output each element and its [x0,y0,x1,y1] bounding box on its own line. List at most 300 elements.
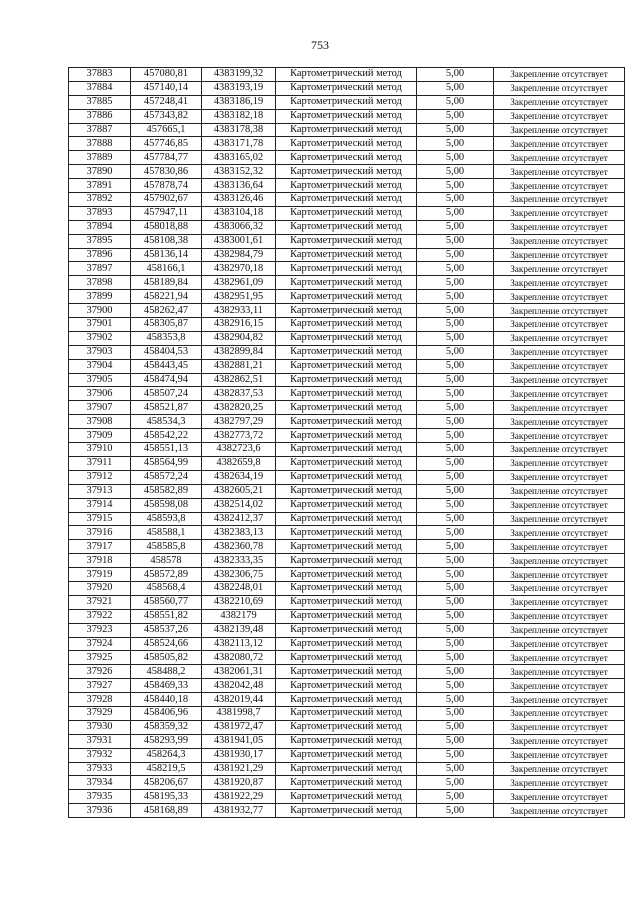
coordinates-table-body [69,68,625,818]
method-cell: Картометрический метод [276,484,417,498]
method-cell: Картометрический метод [276,595,417,609]
fixation-cell: Закрепление отсутствует [494,581,625,595]
point-number-cell: 37907 [69,401,131,415]
accuracy-cell: 5,00 [417,484,494,498]
point-number-cell: 37896 [69,248,131,262]
fixation-cell: Закрепление отсутствует [494,387,625,401]
fixation-cell: Закрепление отсутствует [494,206,625,220]
point-number-cell: 37922 [69,609,131,623]
point-number-cell: 37932 [69,748,131,762]
fixation-cell: Закрепление отсутствует [494,540,625,554]
fixation-cell: Закрепление отсутствует [494,623,625,637]
y-coordinate-cell: 4383199,32 [202,68,276,82]
fixation-cell: Закрепление отсутствует [494,804,625,818]
fixation-cell: Закрепление отсутствует [494,276,625,290]
point-number-cell: 37909 [69,429,131,443]
method-cell: Картометрический метод [276,262,417,276]
table-row [69,804,625,818]
fixation-cell: Закрепление отсутствует [494,790,625,804]
table-row [69,290,625,304]
method-cell: Картометрический метод [276,665,417,679]
accuracy-cell: 5,00 [417,456,494,470]
fixation-cell: Закрепление отсутствует [494,248,625,262]
accuracy-cell: 5,00 [417,318,494,332]
point-number-cell: 37906 [69,387,131,401]
accuracy-cell: 5,00 [417,470,494,484]
point-number-cell: 37927 [69,679,131,693]
accuracy-cell: 5,00 [417,804,494,818]
method-cell: Картометрический метод [276,651,417,665]
method-cell: Картометрический метод [276,276,417,290]
y-coordinate-cell: 4382514,02 [202,498,276,512]
table-row [69,679,625,693]
x-coordinate-cell: 458293,99 [131,734,202,748]
fixation-cell: Закрепление отсутствует [494,456,625,470]
y-coordinate-cell: 4382179 [202,609,276,623]
y-coordinate-cell: 4382210,69 [202,595,276,609]
fixation-cell: Закрепление отсутствует [494,595,625,609]
accuracy-cell: 5,00 [417,554,494,568]
accuracy-cell: 5,00 [417,109,494,123]
method-cell: Картометрический метод [276,706,417,720]
method-cell: Картометрический метод [276,443,417,457]
fixation-cell: Закрепление отсутствует [494,679,625,693]
x-coordinate-cell: 458219,5 [131,762,202,776]
y-coordinate-cell: 4383126,46 [202,193,276,207]
x-coordinate-cell: 458189,84 [131,276,202,290]
x-coordinate-cell: 458582,89 [131,484,202,498]
x-coordinate-cell: 458221,94 [131,290,202,304]
point-number-cell: 37933 [69,762,131,776]
accuracy-cell: 5,00 [417,790,494,804]
x-coordinate-cell: 458406,96 [131,706,202,720]
x-coordinate-cell: 457746,85 [131,137,202,151]
x-coordinate-cell: 458359,32 [131,720,202,734]
point-number-cell: 37925 [69,651,131,665]
fixation-cell: Закрепление отсутствует [494,151,625,165]
x-coordinate-cell: 457248,41 [131,95,202,109]
point-number-cell: 37916 [69,526,131,540]
x-coordinate-cell: 457665,1 [131,123,202,137]
accuracy-cell: 5,00 [417,165,494,179]
fixation-cell: Закрепление отсутствует [494,304,625,318]
y-coordinate-cell: 4382061,31 [202,665,276,679]
method-cell: Картометрический метод [276,345,417,359]
accuracy-cell: 5,00 [417,762,494,776]
method-cell: Картометрический метод [276,776,417,790]
accuracy-cell: 5,00 [417,304,494,318]
fixation-cell: Закрепление отсутствует [494,318,625,332]
x-coordinate-cell: 458018,88 [131,220,202,234]
point-number-cell: 37934 [69,776,131,790]
method-cell: Картометрический метод [276,456,417,470]
method-cell: Картометрический метод [276,109,417,123]
table-row [69,512,625,526]
accuracy-cell: 5,00 [417,81,494,95]
x-coordinate-cell: 458262,47 [131,304,202,318]
point-number-cell: 37924 [69,637,131,651]
y-coordinate-cell: 4382019,44 [202,693,276,707]
point-number-cell: 37931 [69,734,131,748]
fixation-cell: Закрепление отсутствует [494,373,625,387]
x-coordinate-cell: 458505,82 [131,651,202,665]
y-coordinate-cell: 4383178,38 [202,123,276,137]
y-coordinate-cell: 4382412,37 [202,512,276,526]
method-cell: Картометрический метод [276,470,417,484]
table-row [69,568,625,582]
point-number-cell: 37893 [69,206,131,220]
y-coordinate-cell: 4383193,19 [202,81,276,95]
point-number-cell: 37901 [69,318,131,332]
method-cell: Картометрический метод [276,179,417,193]
method-cell: Картометрический метод [276,137,417,151]
fixation-cell: Закрепление отсутствует [494,568,625,582]
point-number-cell: 37908 [69,415,131,429]
fixation-cell: Закрепление отсутствует [494,748,625,762]
y-coordinate-cell: 4382904,82 [202,331,276,345]
y-coordinate-cell: 4382820,25 [202,401,276,415]
y-coordinate-cell: 4382961,09 [202,276,276,290]
accuracy-cell: 5,00 [417,665,494,679]
table-row [69,706,625,720]
fixation-cell: Закрепление отсутствует [494,193,625,207]
method-cell: Картометрический метод [276,679,417,693]
table-row [69,554,625,568]
x-coordinate-cell: 457878,74 [131,179,202,193]
method-cell: Картометрический метод [276,498,417,512]
method-cell: Картометрический метод [276,401,417,415]
fixation-cell: Закрепление отсутствует [494,331,625,345]
table-row [69,734,625,748]
y-coordinate-cell: 4381998,7 [202,706,276,720]
fixation-cell: Закрепление отсутствует [494,359,625,373]
y-coordinate-cell: 4381922,29 [202,790,276,804]
point-number-cell: 37915 [69,512,131,526]
table-row [69,151,625,165]
y-coordinate-cell: 4382383,13 [202,526,276,540]
x-coordinate-cell: 457784,77 [131,151,202,165]
accuracy-cell: 5,00 [417,137,494,151]
x-coordinate-cell: 458404,53 [131,345,202,359]
accuracy-cell: 5,00 [417,776,494,790]
accuracy-cell: 5,00 [417,234,494,248]
method-cell: Картометрический метод [276,720,417,734]
y-coordinate-cell: 4383152,32 [202,165,276,179]
accuracy-cell: 5,00 [417,443,494,457]
x-coordinate-cell: 458542,22 [131,429,202,443]
x-coordinate-cell: 457830,86 [131,165,202,179]
point-number-cell: 37926 [69,665,131,679]
accuracy-cell: 5,00 [417,331,494,345]
page-number: 753 [311,38,329,52]
accuracy-cell: 5,00 [417,345,494,359]
x-coordinate-cell: 457080,81 [131,68,202,82]
x-coordinate-cell: 457902,67 [131,193,202,207]
x-coordinate-cell: 458507,24 [131,387,202,401]
accuracy-cell: 5,00 [417,623,494,637]
accuracy-cell: 5,00 [417,359,494,373]
method-cell: Картометрический метод [276,81,417,95]
accuracy-cell: 5,00 [417,415,494,429]
table-row [69,248,625,262]
accuracy-cell: 5,00 [417,637,494,651]
accuracy-cell: 5,00 [417,581,494,595]
x-coordinate-cell: 458474,94 [131,373,202,387]
point-number-cell: 37911 [69,456,131,470]
fixation-cell: Закрепление отсутствует [494,234,625,248]
y-coordinate-cell: 4383001,61 [202,234,276,248]
table-row [69,623,625,637]
x-coordinate-cell: 458572,24 [131,470,202,484]
table-row [69,179,625,193]
x-coordinate-cell: 458353,8 [131,331,202,345]
point-number-cell: 37936 [69,804,131,818]
y-coordinate-cell: 4382333,35 [202,554,276,568]
fixation-cell: Закрепление отсутствует [494,526,625,540]
y-coordinate-cell: 4382659,8 [202,456,276,470]
point-number-cell: 37913 [69,484,131,498]
y-coordinate-cell: 4382933,11 [202,304,276,318]
fixation-cell: Закрепление отсутствует [494,68,625,82]
point-number-cell: 37917 [69,540,131,554]
table-row [69,456,625,470]
y-coordinate-cell: 4382306,75 [202,568,276,582]
x-coordinate-cell: 458593,8 [131,512,202,526]
point-number-cell: 37930 [69,720,131,734]
method-cell: Картометрический метод [276,429,417,443]
table-row [69,276,625,290]
point-number-cell: 37886 [69,109,131,123]
accuracy-cell: 5,00 [417,262,494,276]
table-row [69,526,625,540]
point-number-cell: 37891 [69,179,131,193]
y-coordinate-cell: 4381941,05 [202,734,276,748]
method-cell: Картометрический метод [276,318,417,332]
fixation-cell: Закрепление отсутствует [494,693,625,707]
accuracy-cell: 5,00 [417,526,494,540]
table-row [69,762,625,776]
method-cell: Картометрический метод [276,637,417,651]
method-cell: Картометрический метод [276,568,417,582]
accuracy-cell: 5,00 [417,512,494,526]
method-cell: Картометрический метод [276,693,417,707]
table-row [69,331,625,345]
x-coordinate-cell: 458598,08 [131,498,202,512]
table-row [69,373,625,387]
x-coordinate-cell: 458166,1 [131,262,202,276]
point-number-cell: 37883 [69,68,131,82]
method-cell: Картометрический метод [276,512,417,526]
y-coordinate-cell: 4382916,15 [202,318,276,332]
point-number-cell: 37898 [69,276,131,290]
method-cell: Картометрический метод [276,151,417,165]
point-number-cell: 37928 [69,693,131,707]
table-row [69,359,625,373]
fixation-cell: Закрепление отсутствует [494,95,625,109]
method-cell: Картометрический метод [276,387,417,401]
table-row [69,123,625,137]
x-coordinate-cell: 458534,3 [131,415,202,429]
accuracy-cell: 5,00 [417,290,494,304]
accuracy-cell: 5,00 [417,248,494,262]
fixation-cell: Закрепление отсутствует [494,512,625,526]
point-number-cell: 37910 [69,443,131,457]
y-coordinate-cell: 4382862,51 [202,373,276,387]
fixation-cell: Закрепление отсутствует [494,415,625,429]
table-row [69,387,625,401]
y-coordinate-cell: 4381932,77 [202,804,276,818]
x-coordinate-cell: 458469,33 [131,679,202,693]
y-coordinate-cell: 4383186,19 [202,95,276,109]
method-cell: Картометрический метод [276,95,417,109]
accuracy-cell: 5,00 [417,206,494,220]
y-coordinate-cell: 4382984,79 [202,248,276,262]
table-row [69,540,625,554]
point-number-cell: 37897 [69,262,131,276]
accuracy-cell: 5,00 [417,595,494,609]
x-coordinate-cell: 458588,1 [131,526,202,540]
method-cell: Картометрический метод [276,123,417,137]
y-coordinate-cell: 4382248,01 [202,581,276,595]
point-number-cell: 37888 [69,137,131,151]
method-cell: Картометрический метод [276,290,417,304]
table-row [69,165,625,179]
accuracy-cell: 5,00 [417,373,494,387]
fixation-cell: Закрепление отсутствует [494,762,625,776]
method-cell: Картометрический метод [276,609,417,623]
y-coordinate-cell: 4381921,29 [202,762,276,776]
x-coordinate-cell: 458195,33 [131,790,202,804]
fixation-cell: Закрепление отсутствует [494,470,625,484]
method-cell: Картометрический метод [276,331,417,345]
table-row [69,206,625,220]
y-coordinate-cell: 4382773,72 [202,429,276,443]
method-cell: Картометрический метод [276,804,417,818]
y-coordinate-cell: 4382951,95 [202,290,276,304]
fixation-cell: Закрепление отсутствует [494,484,625,498]
x-coordinate-cell: 458206,67 [131,776,202,790]
method-cell: Картометрический метод [276,304,417,318]
x-coordinate-cell: 458521,87 [131,401,202,415]
table-row [69,470,625,484]
method-cell: Картометрический метод [276,790,417,804]
x-coordinate-cell: 458108,38 [131,234,202,248]
method-cell: Картометрический метод [276,68,417,82]
fixation-cell: Закрепление отсутствует [494,776,625,790]
fixation-cell: Закрепление отсутствует [494,609,625,623]
y-coordinate-cell: 4382634,19 [202,470,276,484]
table-row [69,318,625,332]
point-number-cell: 37894 [69,220,131,234]
x-coordinate-cell: 458440,18 [131,693,202,707]
point-number-cell: 37935 [69,790,131,804]
x-coordinate-cell: 458551,13 [131,443,202,457]
x-coordinate-cell: 458578 [131,554,202,568]
method-cell: Картометрический метод [276,234,417,248]
fixation-cell: Закрепление отсутствует [494,429,625,443]
table-row [69,484,625,498]
point-number-cell: 37895 [69,234,131,248]
point-number-cell: 37921 [69,595,131,609]
y-coordinate-cell: 4382360,78 [202,540,276,554]
table-row [69,498,625,512]
x-coordinate-cell: 458564,99 [131,456,202,470]
table-row [69,137,625,151]
point-number-cell: 37900 [69,304,131,318]
table-row [69,234,625,248]
fixation-cell: Закрепление отсутствует [494,401,625,415]
method-cell: Картометрический метод [276,623,417,637]
table-row [69,220,625,234]
accuracy-cell: 5,00 [417,498,494,512]
x-coordinate-cell: 458488,2 [131,665,202,679]
table-row [69,720,625,734]
table-row [69,345,625,359]
point-number-cell: 37923 [69,623,131,637]
fixation-cell: Закрепление отсутствует [494,498,625,512]
table-row [69,748,625,762]
x-coordinate-cell: 458537,26 [131,623,202,637]
fixation-cell: Закрепление отсутствует [494,220,625,234]
method-cell: Картометрический метод [276,526,417,540]
accuracy-cell: 5,00 [417,540,494,554]
table-row [69,415,625,429]
x-coordinate-cell: 458305,87 [131,318,202,332]
point-number-cell: 37890 [69,165,131,179]
point-number-cell: 37929 [69,706,131,720]
table-row [69,429,625,443]
table-row [69,401,625,415]
x-coordinate-cell: 458585,8 [131,540,202,554]
y-coordinate-cell: 4381972,47 [202,720,276,734]
accuracy-cell: 5,00 [417,429,494,443]
point-number-cell: 37914 [69,498,131,512]
point-number-cell: 37920 [69,581,131,595]
accuracy-cell: 5,00 [417,693,494,707]
method-cell: Картометрический метод [276,165,417,179]
coordinates-table [68,67,625,818]
x-coordinate-cell: 458443,45 [131,359,202,373]
y-coordinate-cell: 4382605,21 [202,484,276,498]
table-row [69,665,625,679]
table-row [69,651,625,665]
fixation-cell: Закрепление отсутствует [494,165,625,179]
y-coordinate-cell: 4381930,17 [202,748,276,762]
table-row [69,776,625,790]
table-row [69,637,625,651]
point-number-cell: 37887 [69,123,131,137]
method-cell: Картометрический метод [276,220,417,234]
y-coordinate-cell: 4382970,18 [202,262,276,276]
table-row [69,595,625,609]
point-number-cell: 37885 [69,95,131,109]
method-cell: Картометрический метод [276,248,417,262]
fixation-cell: Закрепление отсутствует [494,179,625,193]
accuracy-cell: 5,00 [417,276,494,290]
method-cell: Картометрический метод [276,554,417,568]
y-coordinate-cell: 4383165,02 [202,151,276,165]
method-cell: Картометрический метод [276,734,417,748]
y-coordinate-cell: 4383182,18 [202,109,276,123]
accuracy-cell: 5,00 [417,568,494,582]
table-row [69,262,625,276]
y-coordinate-cell: 4383171,78 [202,137,276,151]
accuracy-cell: 5,00 [417,609,494,623]
accuracy-cell: 5,00 [417,748,494,762]
y-coordinate-cell: 4382899,84 [202,345,276,359]
x-coordinate-cell: 458136,14 [131,248,202,262]
accuracy-cell: 5,00 [417,68,494,82]
